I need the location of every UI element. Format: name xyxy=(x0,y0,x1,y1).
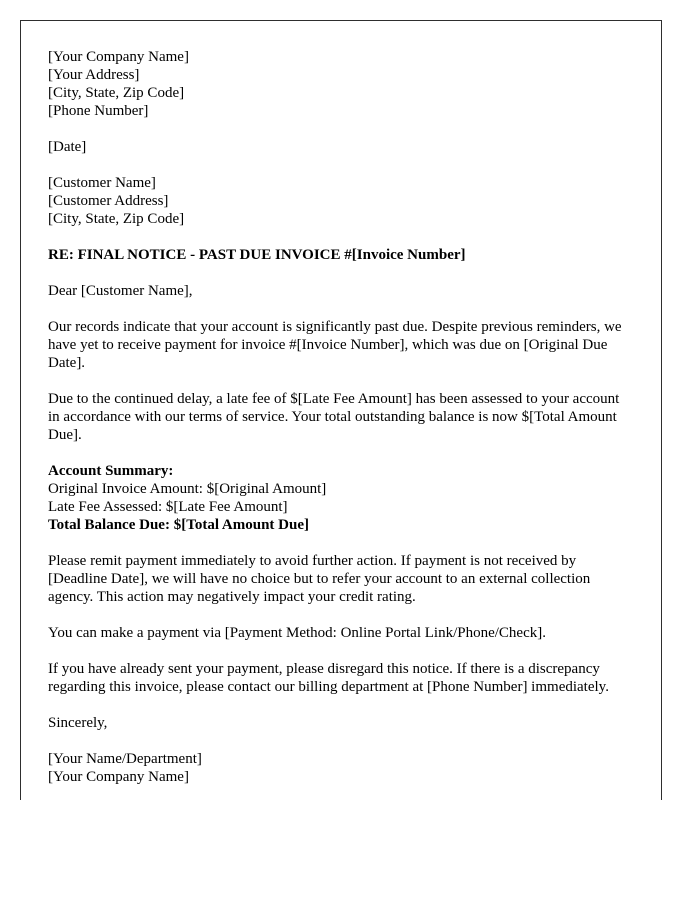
letter-page xyxy=(20,20,662,800)
sender-phone-line: [Phone Number] xyxy=(48,103,149,119)
recipient-address-line: [Customer Address] xyxy=(48,193,169,209)
sender-company-line: [Your Company Name] xyxy=(48,49,189,65)
closing: Sincerely, xyxy=(48,715,108,731)
account-summary-total-balance-line: Total Balance Due: $[Total Amount Due] xyxy=(48,517,309,533)
signature-block xyxy=(48,750,633,786)
sender-address-line: [Your Address] xyxy=(48,67,140,83)
recipient-address-block xyxy=(48,174,633,228)
paragraph-remit-payment: Please remit payment immediately to avoid further action. If payment is not received by [Deadline Date], we will have no choice but to refer your account to an external collection agency. This action may negatively impact your credit rating. xyxy=(48,553,591,605)
account-summary-section xyxy=(48,462,633,534)
account-summary-heading: Account Summary: xyxy=(48,463,174,479)
paragraph-late-fee-assessed: Due to the continued delay, a late fee of $[Late Fee Amount] has been assessed to your account in accordance with our terms of service. Your total outstanding balance is now $[Total Amount Due]. xyxy=(48,391,620,443)
signature-company-line: [Your Company Name] xyxy=(48,769,189,785)
signature-name-department-line: [Your Name/Department] xyxy=(48,751,202,767)
subject-line: RE: FINAL NOTICE - PAST DUE INVOICE #[Invoice Number] xyxy=(48,247,466,263)
sender-address-block xyxy=(48,48,633,120)
paragraph-disregard-notice: If you have already sent your payment, please disregard this notice. If there is a discrepancy regarding this invoice, please contact our billing department at [Phone Number] immediately. xyxy=(48,661,609,695)
account-summary-late-fee-line: Late Fee Assessed: $[Late Fee Amount] xyxy=(48,499,288,515)
recipient-city-state-zip-line: [City, State, Zip Code] xyxy=(48,211,185,227)
salutation: Dear [Customer Name], xyxy=(48,283,193,299)
sender-city-state-zip-line: [City, State, Zip Code] xyxy=(48,85,185,101)
account-summary-original-amount-line: Original Invoice Amount: $[Original Amount] xyxy=(48,481,327,497)
paragraph-records-past-due: Our records indicate that your account is significantly past due. Despite previous reminders, we have yet to receive payment for invoice #[Invoice Number], which was due on [Original Due Date]. xyxy=(48,319,622,371)
date-line: [Date] xyxy=(48,139,87,155)
recipient-name-line: [Customer Name] xyxy=(48,175,156,191)
paragraph-payment-method: You can make a payment via [Payment Method: Online Portal Link/Phone/Check]. xyxy=(48,625,546,641)
